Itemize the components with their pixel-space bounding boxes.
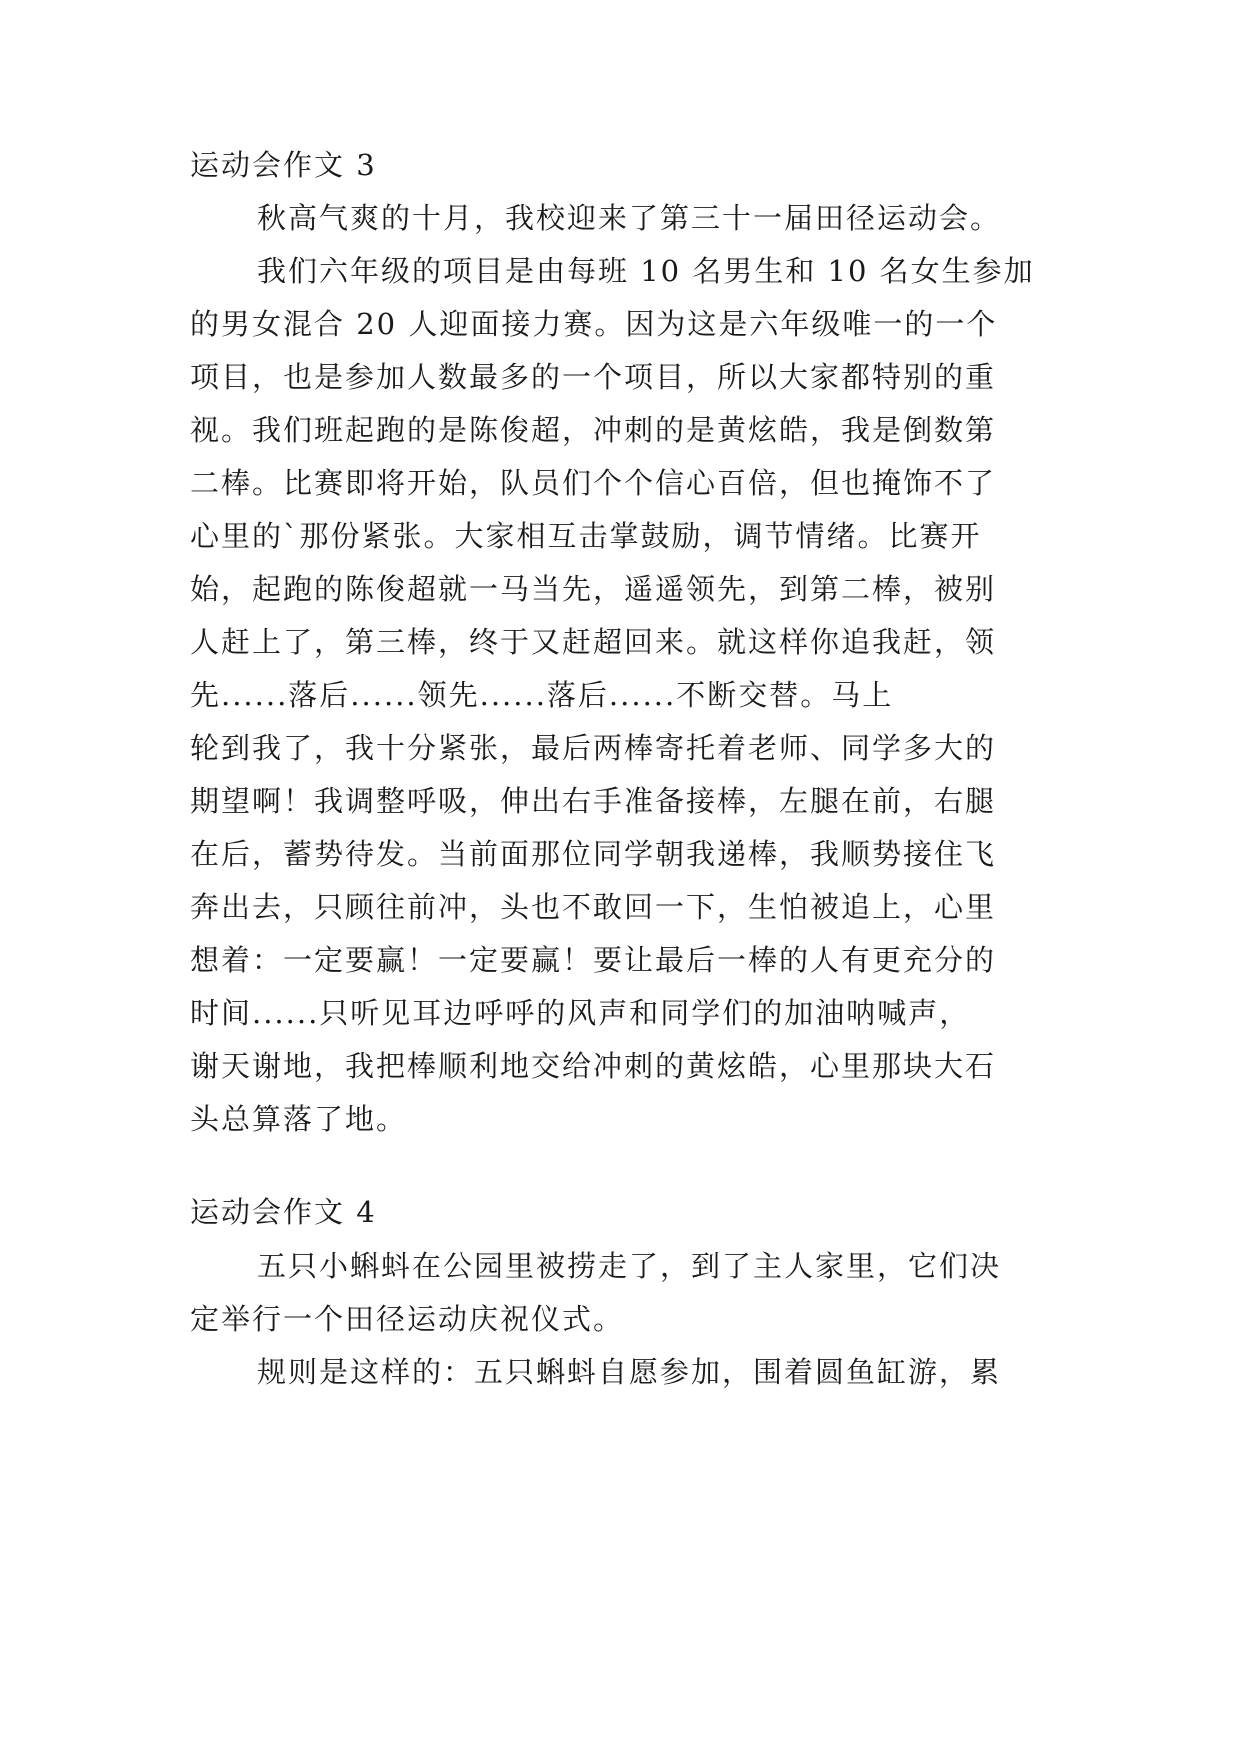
essay-3-line: 视。我们班起跑的是陈俊超，冲刺的是黄炫皓，我是倒数第 bbox=[190, 413, 997, 447]
essay-3-title: 运动会作文 3 bbox=[190, 148, 377, 182]
essay-3-line: 二棒。比赛即将开始，队员们个个信心百倍，但也掩饰不了 bbox=[190, 466, 997, 500]
essay-3-line: 心里的`那份紧张。大家相互击掌鼓励，调节情绪。比赛开 bbox=[190, 519, 982, 553]
essay-3-line: 轮到我了，我十分紧张，最后两棒寄托着老师、同学多大的 bbox=[190, 731, 997, 765]
essay-3-line: 头总算落了地。 bbox=[190, 1102, 408, 1136]
essay-4-line: 定举行一个田径运动庆祝仪式。 bbox=[190, 1302, 625, 1336]
essay-4-title: 运动会作文 4 bbox=[190, 1195, 377, 1229]
essay-3-line: 秋高气爽的十月，我校迎来了第三十一届田径运动会。 bbox=[257, 201, 1002, 235]
essay-3-line: 我们六年级的项目是由每班 10 名男生和 10 名女生参加 bbox=[257, 254, 1035, 288]
essay-4-line: 规则是这样的：五只蝌蚪自愿参加，围着圆鱼缸游，累 bbox=[257, 1355, 1002, 1389]
essay-3-line: 项目，也是参加人数最多的一个项目，所以大家都特别的重 bbox=[190, 360, 997, 394]
essay-3-line: 先......落后......领先......落后......不断交替。马上 bbox=[190, 678, 894, 712]
essay-3-line: 在后，蓄势待发。当前面那位同学朝我递棒，我顺势接住飞 bbox=[190, 837, 997, 871]
essay-3-line: 人赶上了，第三棒，终于又赶超回来。就这样你追我赶，领 bbox=[190, 625, 997, 659]
essay-3-line: 的男女混合 20 人迎面接力赛。因为这是六年级唯一的一个 bbox=[190, 307, 998, 341]
essay-3-line: 想着：一定要赢！一定要赢！要让最后一棒的人有更充分的 bbox=[190, 943, 997, 977]
essay-3-line: 奔出去，只顾往前冲，头也不敢回一下，生怕被追上，心里 bbox=[190, 890, 997, 924]
essay-3-line: 期望啊！我调整呼吸，伸出右手准备接棒，左腿在前，右腿 bbox=[190, 784, 997, 818]
essay-4-line: 五只小蝌蚪在公园里被捞走了，到了主人家里，它们决 bbox=[257, 1249, 1002, 1283]
essay-3-line: 谢天谢地，我把棒顺利地交给冲刺的黄炫皓，心里那块大石 bbox=[190, 1049, 997, 1083]
essay-3-line: 始，起跑的陈俊超就一马当先，遥遥领先，到第二棒，被别 bbox=[190, 572, 997, 606]
essay-3-line: 时间......只听见耳边呼呼的风声和同学们的加油呐喊声， bbox=[190, 996, 971, 1030]
